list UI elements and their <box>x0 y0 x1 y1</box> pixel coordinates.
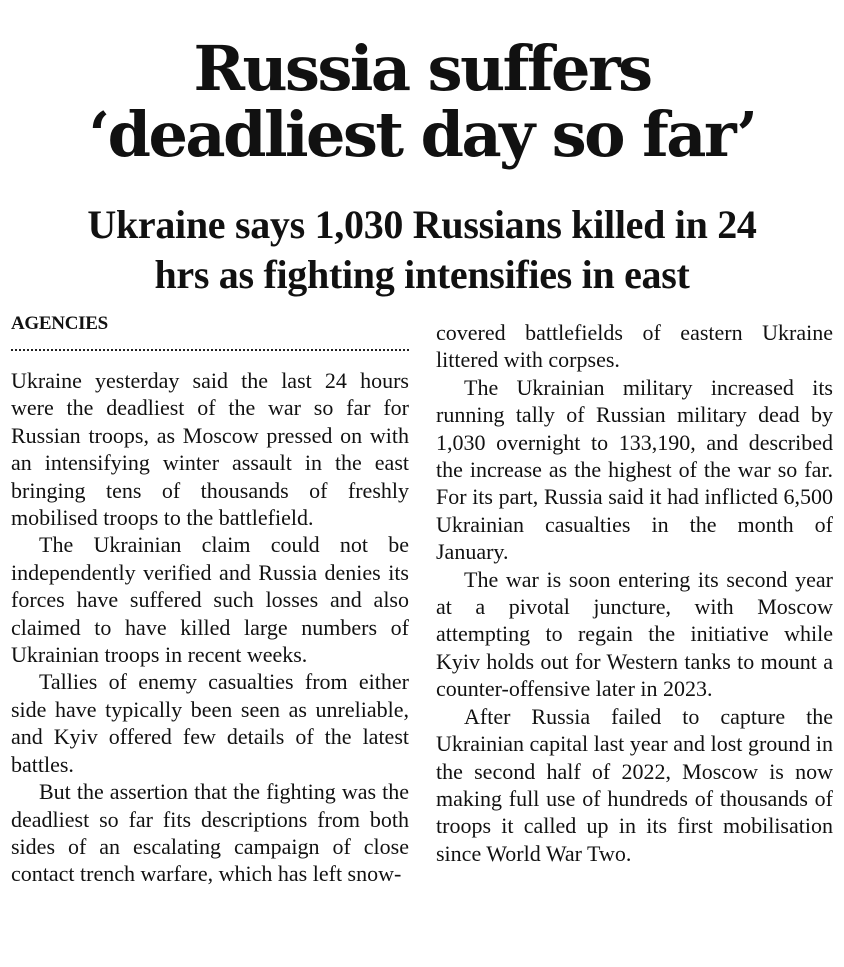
article-paragraph: Ukraine yesterday said the last 24 hours were the deadliest of the war so far for Russian troops, as Moscow pressed on with an intensifying winter assault in the east bringing tens of thousands of freshly mobilised troops to the battlefield. <box>11 368 409 531</box>
subheadline <box>0 200 844 300</box>
article-paragraph: Tallies of enemy casualties from either side have typically been seen as unreliable, and Kyiv offered few details of the latest battles. <box>11 669 409 777</box>
article-column-left <box>11 367 409 888</box>
article-column-right <box>436 319 833 867</box>
byline: AGENCIES <box>11 313 108 334</box>
headline-line-1: Russia suffers <box>193 32 651 105</box>
subheadline-line-1: Ukraine says 1,030 Russians killed in 24 <box>87 202 757 247</box>
headline <box>0 32 844 171</box>
article-paragraph: But the assertion that the fighting was the deadliest so far fits descriptions from both sides of an escalating campaign of close contact trench warfare, which has left snow- <box>11 779 409 887</box>
article-paragraph: After Russia failed to capture the Ukrainian capital last year and lost ground in the second half of 2022, Moscow is now making full use of hundreds of thousands of troops it called up in its first mobilisation since World War Two. <box>436 703 833 866</box>
headline-line-2: ‘deadliest day so far’ <box>88 98 756 171</box>
subheadline-line-2: hrs as fighting intensifies in east <box>154 252 690 297</box>
article-paragraph-continued: covered battlefields of eastern Ukraine littered with corpses. <box>436 320 833 373</box>
article-paragraph: The Ukrainian claim could not be independently verified and Russia denies its forces have suffered such losses and also claimed to have killed large numbers of Ukrainian troops in recent weeks. <box>11 532 409 668</box>
article-paragraph: The war is soon entering its second year at a pivotal juncture, with Moscow attempting to regain the initiative while Kyiv holds out for Western tanks to mount a counter-offensive later in 2023. <box>436 566 833 702</box>
article-paragraph: The Ukrainian military increased its running tally of Russian military dead by 1,030 overnight to 133,190, and described the increase as the highest of the war so far. For its part, Russia said it had inflicted 6,500 Ukrainian casualties in the month of January. <box>436 374 833 565</box>
byline-dotted-divider <box>11 349 409 351</box>
